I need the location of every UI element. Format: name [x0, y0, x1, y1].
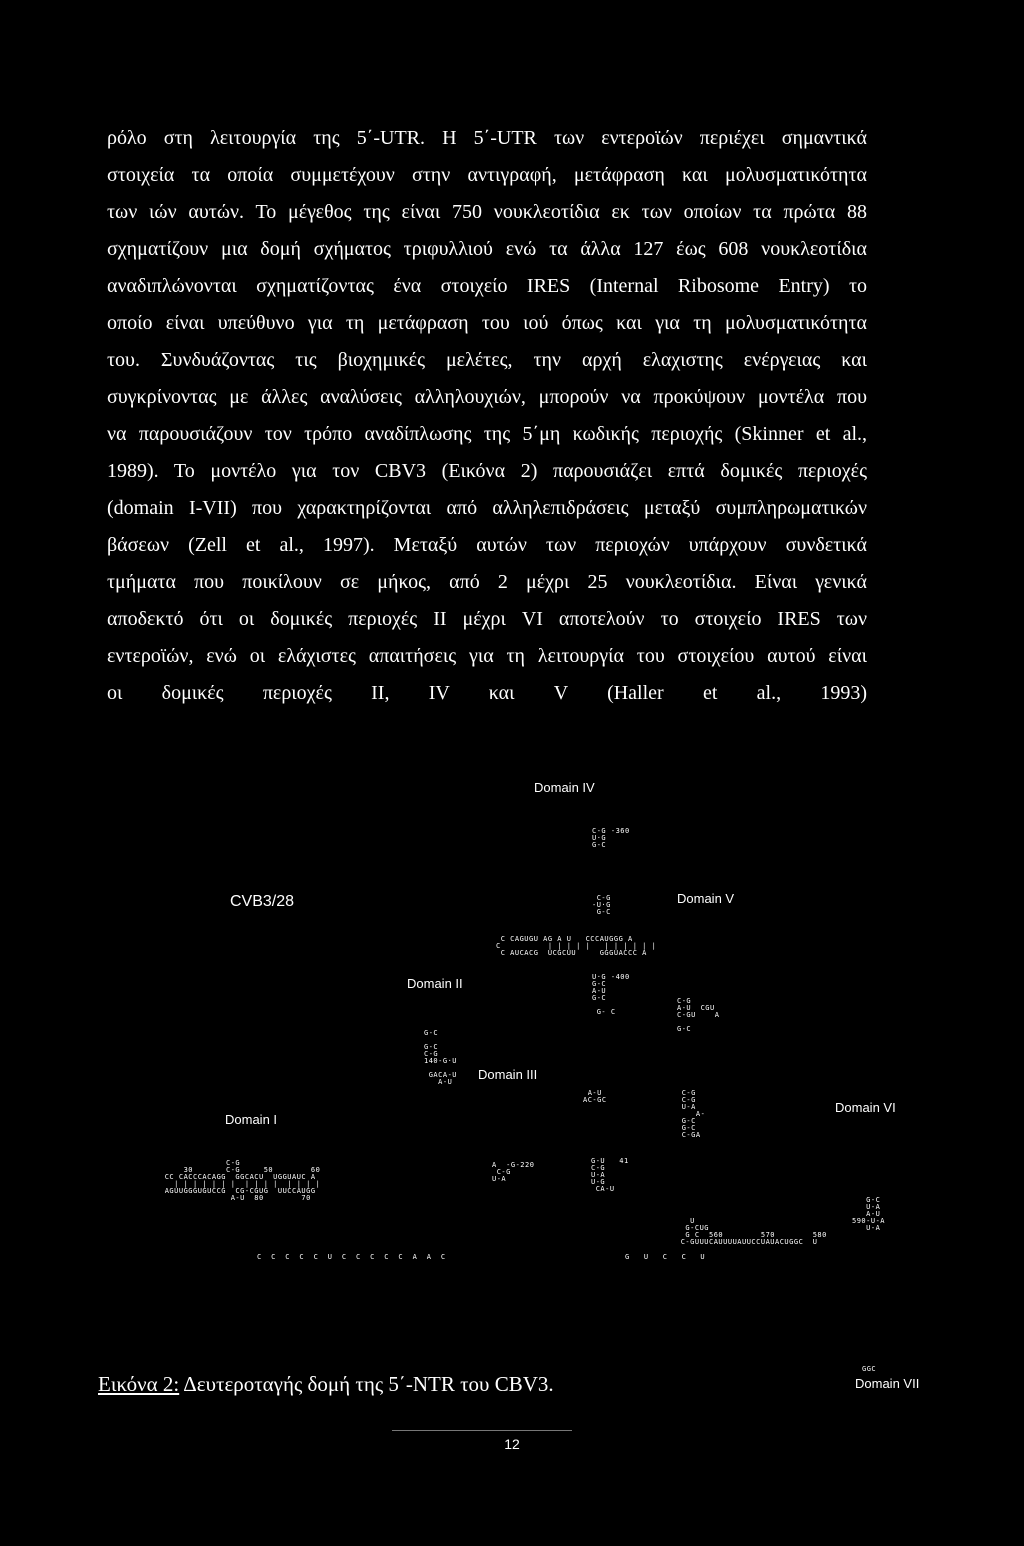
- rna-structure-figure: [0, 760, 1024, 1400]
- domain-iv-label: Domain IV: [534, 780, 595, 795]
- figure-title-cvb3: CVB3/28: [230, 893, 295, 910]
- sequence-fragment: C-G A-U CGU C-GU A G-C: [677, 997, 720, 1033]
- text-line: να παρουσιάζουν τον τρόπο αναδίπλωσης της 5΄μη κωδικής περιοχής (Skinner et al.,: [107, 423, 867, 445]
- sequence-fragment: C-G C-G U-A A- G-C G-C C-GA: [681, 1089, 706, 1139]
- text-line: του. Συνδυάζοντας τις βιοχημικές μελέτες, την αρχή ελαχιστης ενέργειας και: [107, 349, 867, 371]
- text-line: (domain I-VII) που χαρακτηρίζονται από αλληλεπιδράσεις μεταξύ συμπληρωματικών: [107, 497, 867, 519]
- sequence-fragment: C-G -U·G G-C: [592, 894, 611, 916]
- text-line: των ιών αυτών. Το μέγεθος της είναι 750 νουκλεοτίδια εκ των οποίων τα πρώτα 88: [107, 201, 867, 223]
- page-number: 12: [504, 1436, 520, 1452]
- text-line: αποδεκτό ότι οι δομικές περιοχές II μέχρι VI αποτελούν το στοιχείο IRES των: [107, 608, 867, 630]
- domain-i-label: Domain I: [225, 1112, 278, 1127]
- page-number-rule: [392, 1430, 572, 1431]
- sequence-fragment: U G-CUG G C 560 570 580 C-GUUUCAUUUUAUUCCUAUACUGGC U: [680, 1217, 827, 1246]
- domain-vii-label: Domain VII: [855, 1376, 920, 1391]
- sequence-fragment: C-G 30 C-G 50 60 CC CACCCACAGG GGCACU UGGUAUC A | | | | | | | | | | | | | | | AGUUGGGUGUCCG CG-CGUG UUCCAUGG A-U 80 70: [164, 1159, 321, 1202]
- domain-ii-label: Domain II: [407, 976, 463, 991]
- caption-label: Εικόνα 2:: [98, 1372, 180, 1396]
- sequence-fragment: U·G -400 G-C A-U G-C G- C: [592, 973, 630, 1016]
- text-line: εντεροϊών, ενώ οι ελάχιστες απαιτήσεις για τη λειτουργία του στοιχείου αυτού είναι: [107, 645, 867, 667]
- sequence-fragment: GGC: [862, 1365, 877, 1373]
- sequence-fragment: G U C C U: [625, 1253, 706, 1261]
- caption-text: Δευτεροταγής δομή της 5΄-NTR του CBV3.: [183, 1372, 554, 1396]
- text-line: ρόλο στη λειτουργία της 5΄-UTR. H 5΄-UTR των εντεροϊών περιέχει σημαντικά: [107, 127, 867, 149]
- sequence-fragment: A-U AC-GC: [583, 1089, 607, 1104]
- figure-caption: [98, 1372, 554, 1397]
- domain-v-label: Domain V: [677, 891, 735, 906]
- text-line: στοιχεία τα οποία συμμετέχουν στην αντιγραφή, μετάφραση και μολυσματικότητα: [107, 164, 867, 186]
- text-line: σχηματίζουν μια δομή σχήματος τριφυλλιού ενώ τα άλλα 127 έως 608 νουκλεοτίδια: [107, 238, 867, 260]
- text-line: συγκρίνοντας με άλλες αναλύσεις αλληλουχιών, μπορούν να προκύψουν μοντέλα που: [107, 386, 867, 408]
- sequence-fragment: A -G-220 C-G U-A: [492, 1161, 535, 1183]
- text-line: βάσεων (Zell et al., 1997). Μεταξύ αυτών των περιοχών υπάρχουν συνδετικά: [107, 534, 867, 556]
- sequence-fragment: C-G -360 U·G G-C: [592, 827, 630, 849]
- sequence-fragment: G-C G-C C-G 140-G·U GACA-U A-U: [424, 1029, 458, 1086]
- text-line: αναδιπλώνονται σχηματίζοντας ένα στοιχείο IRES (Internal Ribosome Entry) το: [107, 275, 867, 297]
- text-line: 1989). Το μοντέλο για τον CBV3 (Εικόνα 2) παρουσιάζει επτά δομικές περιοχές: [107, 460, 867, 482]
- text-line: τμήματα που ποικίλουν σε μήκος, από 2 μέχρι 25 νουκλεοτίδια. Είναι γενικά: [107, 571, 867, 593]
- text-line: οποίο είναι υπεύθυνο για τη μετάφραση του ιού όπως και για τη μολυσματικότητα: [107, 312, 867, 334]
- sequence-fragment: G-C U-A A-U 590-U-A U-A: [852, 1196, 886, 1232]
- domain-iii-label: Domain III: [478, 1067, 538, 1082]
- domain-vi-label: Domain VI: [835, 1100, 896, 1115]
- text-line: οι δομικές περιοχές II, IV και V (Haller et al., 1993): [107, 682, 867, 704]
- sequence-fragment: C C C C C U C C C C C A A C: [257, 1253, 446, 1261]
- sequence-fragment: C CAGUGU AG A U CCCAUGGG A C | | | | | | | | | | | C AUCACG UCGCUU GGGUACCC A: [496, 935, 657, 957]
- sequence-fragment: G-U 41 C-G U-A U-G CA-U: [591, 1157, 629, 1193]
